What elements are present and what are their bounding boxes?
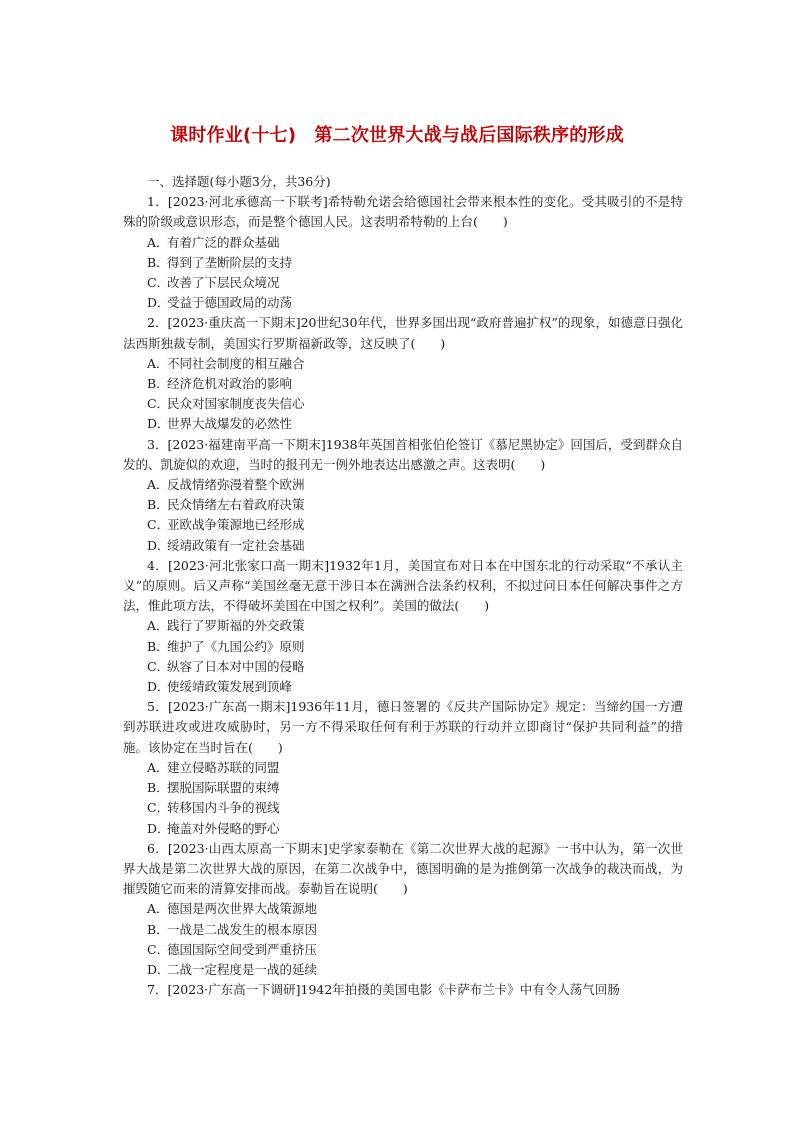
option-letter: C． bbox=[147, 396, 170, 412]
option-text: 有着广泛的群众基础 bbox=[167, 234, 280, 250]
option-text: 世界大战爆发的必然性 bbox=[167, 416, 293, 432]
answer-option bbox=[123, 233, 683, 253]
question-source: [2023·重庆高一下期末] bbox=[167, 315, 301, 331]
question-text: 希特勒允诺会给德国社会带来根本性的变化。受其吸引的不是特殊的阶级或意识形态，而是整个德国人民。这表明希特勒的上台( ) bbox=[123, 194, 683, 230]
question-block bbox=[123, 556, 683, 697]
option-text: 绥靖政策有一定社会基础 bbox=[167, 537, 305, 553]
option-text: 一战是二战发生的根本原因 bbox=[167, 921, 318, 937]
answer-option bbox=[123, 293, 683, 313]
answer-option bbox=[123, 899, 683, 919]
question-number: 2． bbox=[147, 315, 168, 331]
question-stem bbox=[123, 192, 683, 232]
option-text: 改善了下层民众境况 bbox=[167, 275, 280, 291]
question-text: 20世纪30年代，世界多国出现“政府普遍扩权”的现象，如德意日强化法西斯独裁专制，美国实行罗斯福新政等，这反映了( ) bbox=[123, 315, 684, 351]
option-text: 践行了罗斯福的外交政策 bbox=[167, 618, 305, 634]
answer-option bbox=[123, 819, 683, 839]
question-source: [2023·福建南平高一下期末] bbox=[167, 436, 326, 452]
answer-option bbox=[123, 414, 683, 434]
option-text: 不同社会制度的相互融合 bbox=[167, 355, 305, 371]
option-letter: A． bbox=[147, 355, 169, 371]
option-letter: C． bbox=[147, 658, 170, 674]
answer-option bbox=[123, 374, 683, 394]
option-letter: D． bbox=[147, 820, 170, 836]
option-letter: B． bbox=[147, 638, 169, 654]
question-number: 5． bbox=[147, 699, 168, 715]
answer-option bbox=[123, 616, 683, 636]
question-source: [2023·山西太原高一下期末] bbox=[167, 840, 328, 856]
option-letter: A． bbox=[147, 759, 169, 775]
page-title: 课时作业(十七) 第二次世界大战与战后国际秩序的形成 bbox=[170, 125, 624, 146]
question-block bbox=[123, 192, 683, 313]
option-letter: A． bbox=[147, 901, 169, 917]
question-number: 3． bbox=[147, 436, 168, 452]
answer-option bbox=[123, 798, 683, 818]
option-letter: D． bbox=[147, 679, 170, 695]
option-letter: B． bbox=[147, 376, 169, 392]
option-text: 二战一定程度是一战的延续 bbox=[167, 961, 318, 977]
answer-option bbox=[123, 758, 683, 778]
option-text: 纵容了日本对中国的侵略 bbox=[167, 658, 305, 674]
answer-option bbox=[123, 778, 683, 798]
question-source: [2023·河北承德高一下联考] bbox=[167, 194, 328, 210]
option-letter: B． bbox=[147, 780, 169, 796]
question-block bbox=[123, 435, 683, 556]
question-stem bbox=[123, 313, 683, 353]
option-text: 民众情绪左右着政府决策 bbox=[167, 497, 305, 513]
answer-option bbox=[123, 657, 683, 677]
answer-option bbox=[123, 940, 683, 960]
question-text: 1938年英国首相张伯伦签订《慕尼黑协定》回国后，受到群众自发的、凯旋似的欢迎，当时的报刊无一例外地表达出感激之声。这表明( ) bbox=[123, 436, 683, 472]
option-text: 反战情绪弥漫着整个欧洲 bbox=[167, 477, 305, 493]
answer-option bbox=[123, 475, 683, 495]
question-text: 1942年拍摄的美国电影《卡萨布兰卡》中有令人荡气回肠 bbox=[300, 982, 620, 998]
option-text: 民众对国家制度丧失信心 bbox=[167, 396, 305, 412]
option-letter: C． bbox=[147, 517, 170, 533]
option-letter: C． bbox=[147, 275, 170, 291]
option-letter: B． bbox=[147, 497, 169, 513]
question-stem bbox=[123, 980, 683, 1000]
questions-container bbox=[123, 192, 683, 1000]
option-text: 使绥靖政策发展到顶峰 bbox=[167, 679, 293, 695]
answer-option bbox=[123, 920, 683, 940]
question-number: 4． bbox=[147, 557, 169, 573]
option-letter: D． bbox=[147, 416, 170, 432]
option-letter: D． bbox=[147, 537, 170, 553]
answer-option bbox=[123, 536, 683, 556]
answer-option bbox=[123, 354, 683, 374]
answer-option bbox=[123, 495, 683, 515]
option-text: 掩盖对外侵略的野心 bbox=[167, 820, 280, 836]
question-source: [2023·广东高一期末] bbox=[167, 699, 291, 715]
question-stem bbox=[123, 697, 683, 758]
answer-option bbox=[123, 515, 683, 535]
option-letter: A． bbox=[147, 618, 169, 634]
question-number: 6． bbox=[147, 840, 168, 856]
option-letter: C． bbox=[147, 800, 170, 816]
question-source: [2023·河北张家口高一期末] bbox=[168, 557, 330, 573]
option-letter: C． bbox=[147, 941, 170, 957]
answer-option bbox=[123, 253, 683, 273]
question-text: 史学家泰勒在《第二次世界大战的起源》一书中认为，第一次世界大战是第二次世界大战的原因，在第二次战争中，德国明确的是为推倒第一次战争的裁决而战，为摧毁随它而来的清算安排而战。泰勒旨在说明( ) bbox=[123, 840, 683, 897]
option-text: 维护了《九国公约》原则 bbox=[167, 638, 305, 654]
option-text: 摆脱国际联盟的束缚 bbox=[167, 780, 280, 796]
question-stem bbox=[123, 556, 683, 617]
option-text: 德国国际空间受到严重挤压 bbox=[167, 941, 318, 957]
answer-option bbox=[123, 394, 683, 414]
question-block bbox=[123, 839, 683, 980]
option-letter: D． bbox=[147, 295, 170, 311]
option-text: 德国是两次世界大战策源地 bbox=[167, 901, 318, 917]
option-letter: A． bbox=[147, 477, 169, 493]
question-block bbox=[123, 313, 683, 434]
option-letter: B． bbox=[147, 921, 169, 937]
section-heading: 一、选择题(每小题3分，共36分) bbox=[147, 174, 331, 189]
answer-option bbox=[123, 637, 683, 657]
question-text: 1936年11月，德日签署的《反共产国际协定》规定：当缔约国一方遭到苏联进攻或进攻威胁时，另一方不得采取任何有利于苏联的行动并立即商讨“保护共同利益”的措施。该协定在当时旨在( ) bbox=[123, 699, 683, 755]
option-text: 亚欧战争策源地已经形成 bbox=[167, 517, 305, 533]
option-letter: A． bbox=[147, 234, 169, 250]
question-number: 7． bbox=[147, 982, 168, 998]
question-block bbox=[123, 980, 683, 1000]
answer-option bbox=[123, 273, 683, 293]
option-text: 得到了垄断阶层的支持 bbox=[167, 254, 293, 270]
question-stem bbox=[123, 435, 683, 475]
question-text: 1932年1月，美国宣布对日本在中国东北的行动采取“不承认主义”的原则。后又声称“美国丝毫无意干涉日本在满洲合法条约权利，不拟过问日本任何解决事件之方法，惟此项方法，不得破坏美国在中国之权利”。美国的做法( ) bbox=[123, 557, 684, 614]
question-block bbox=[123, 697, 683, 838]
option-text: 建立侵略苏联的同盟 bbox=[167, 759, 280, 775]
option-text: 转移国内斗争的视线 bbox=[167, 800, 280, 816]
option-letter: B． bbox=[147, 254, 169, 270]
answer-option bbox=[123, 677, 683, 697]
question-source: [2023·广东高一下调研] bbox=[167, 982, 301, 998]
option-text: 受益于德国政局的动荡 bbox=[167, 295, 293, 311]
question-number: 1． bbox=[147, 194, 168, 210]
question-list bbox=[123, 172, 683, 1000]
option-letter: D． bbox=[147, 961, 170, 977]
question-stem bbox=[123, 839, 683, 900]
answer-option bbox=[123, 960, 683, 980]
option-text: 经济危机对政治的影响 bbox=[167, 376, 293, 392]
